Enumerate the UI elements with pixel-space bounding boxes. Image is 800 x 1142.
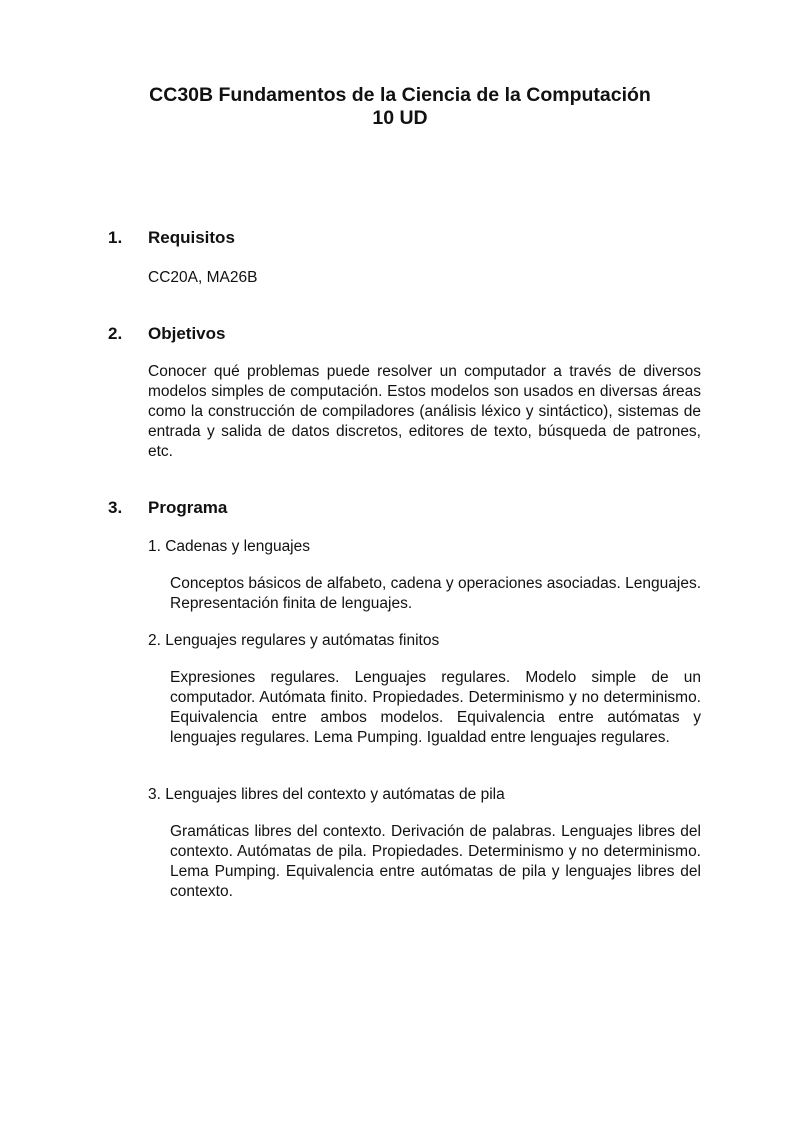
section-2-number: 2. (108, 324, 123, 343)
section-1-number: 1. (108, 228, 123, 247)
title-line-2: 10 UD (372, 107, 428, 129)
page-title (0, 84, 800, 130)
topic-2-body: Expresiones regulares. Lenguajes regulares. Modelo simple de un computador. Autómata finito. Propiedades. Determinismo y no determinismo. Equivalencia entre ambos modelos. Equivalencia entre autómatas y lenguajes regulares. Lema Pumping. Igualdad entre lenguajes regulares. (170, 669, 701, 746)
section-2-title: Objetivos (148, 324, 226, 343)
section-1-title: Requisitos (148, 228, 235, 247)
topic-1-heading: 1. Cadenas y lenguajes (148, 538, 311, 555)
title-line-1: CC30B Fundamentos de la Ciencia de la Computación (149, 84, 651, 106)
section-3-number: 3. (108, 498, 123, 517)
section-1-content: CC20A, MA26B (148, 269, 258, 286)
section-2-content: Conocer qué problemas puede resolver un computador a través de diversos modelos simples de computación. Estos modelos son usados en diversas áreas como la construcción de compiladores (análisis léxico y sintáctico), sistemas de entrada y salida de datos discretos, editores de texto, búsqueda de patrones, etc. (148, 363, 701, 460)
topic-3-body: Gramáticas libres del contexto. Derivación de palabras. Lenguajes libres del contexto. Autómatas de pila. Propiedades. Determinismo y no determinismo. Lema Pumping. Equivalencia entre autómatas de pila y lenguajes libres del contexto. (170, 823, 701, 900)
section-3-title: Programa (148, 498, 228, 517)
topic-2-heading: 2. Lenguajes regulares y autómatas finitos (148, 632, 440, 649)
topic-3-heading: 3. Lenguajes libres del contexto y autómatas de pila (148, 786, 505, 803)
topic-1-body: Conceptos básicos de alfabeto, cadena y operaciones asociadas. Lenguajes. Representación finita de lenguajes. (170, 575, 701, 612)
